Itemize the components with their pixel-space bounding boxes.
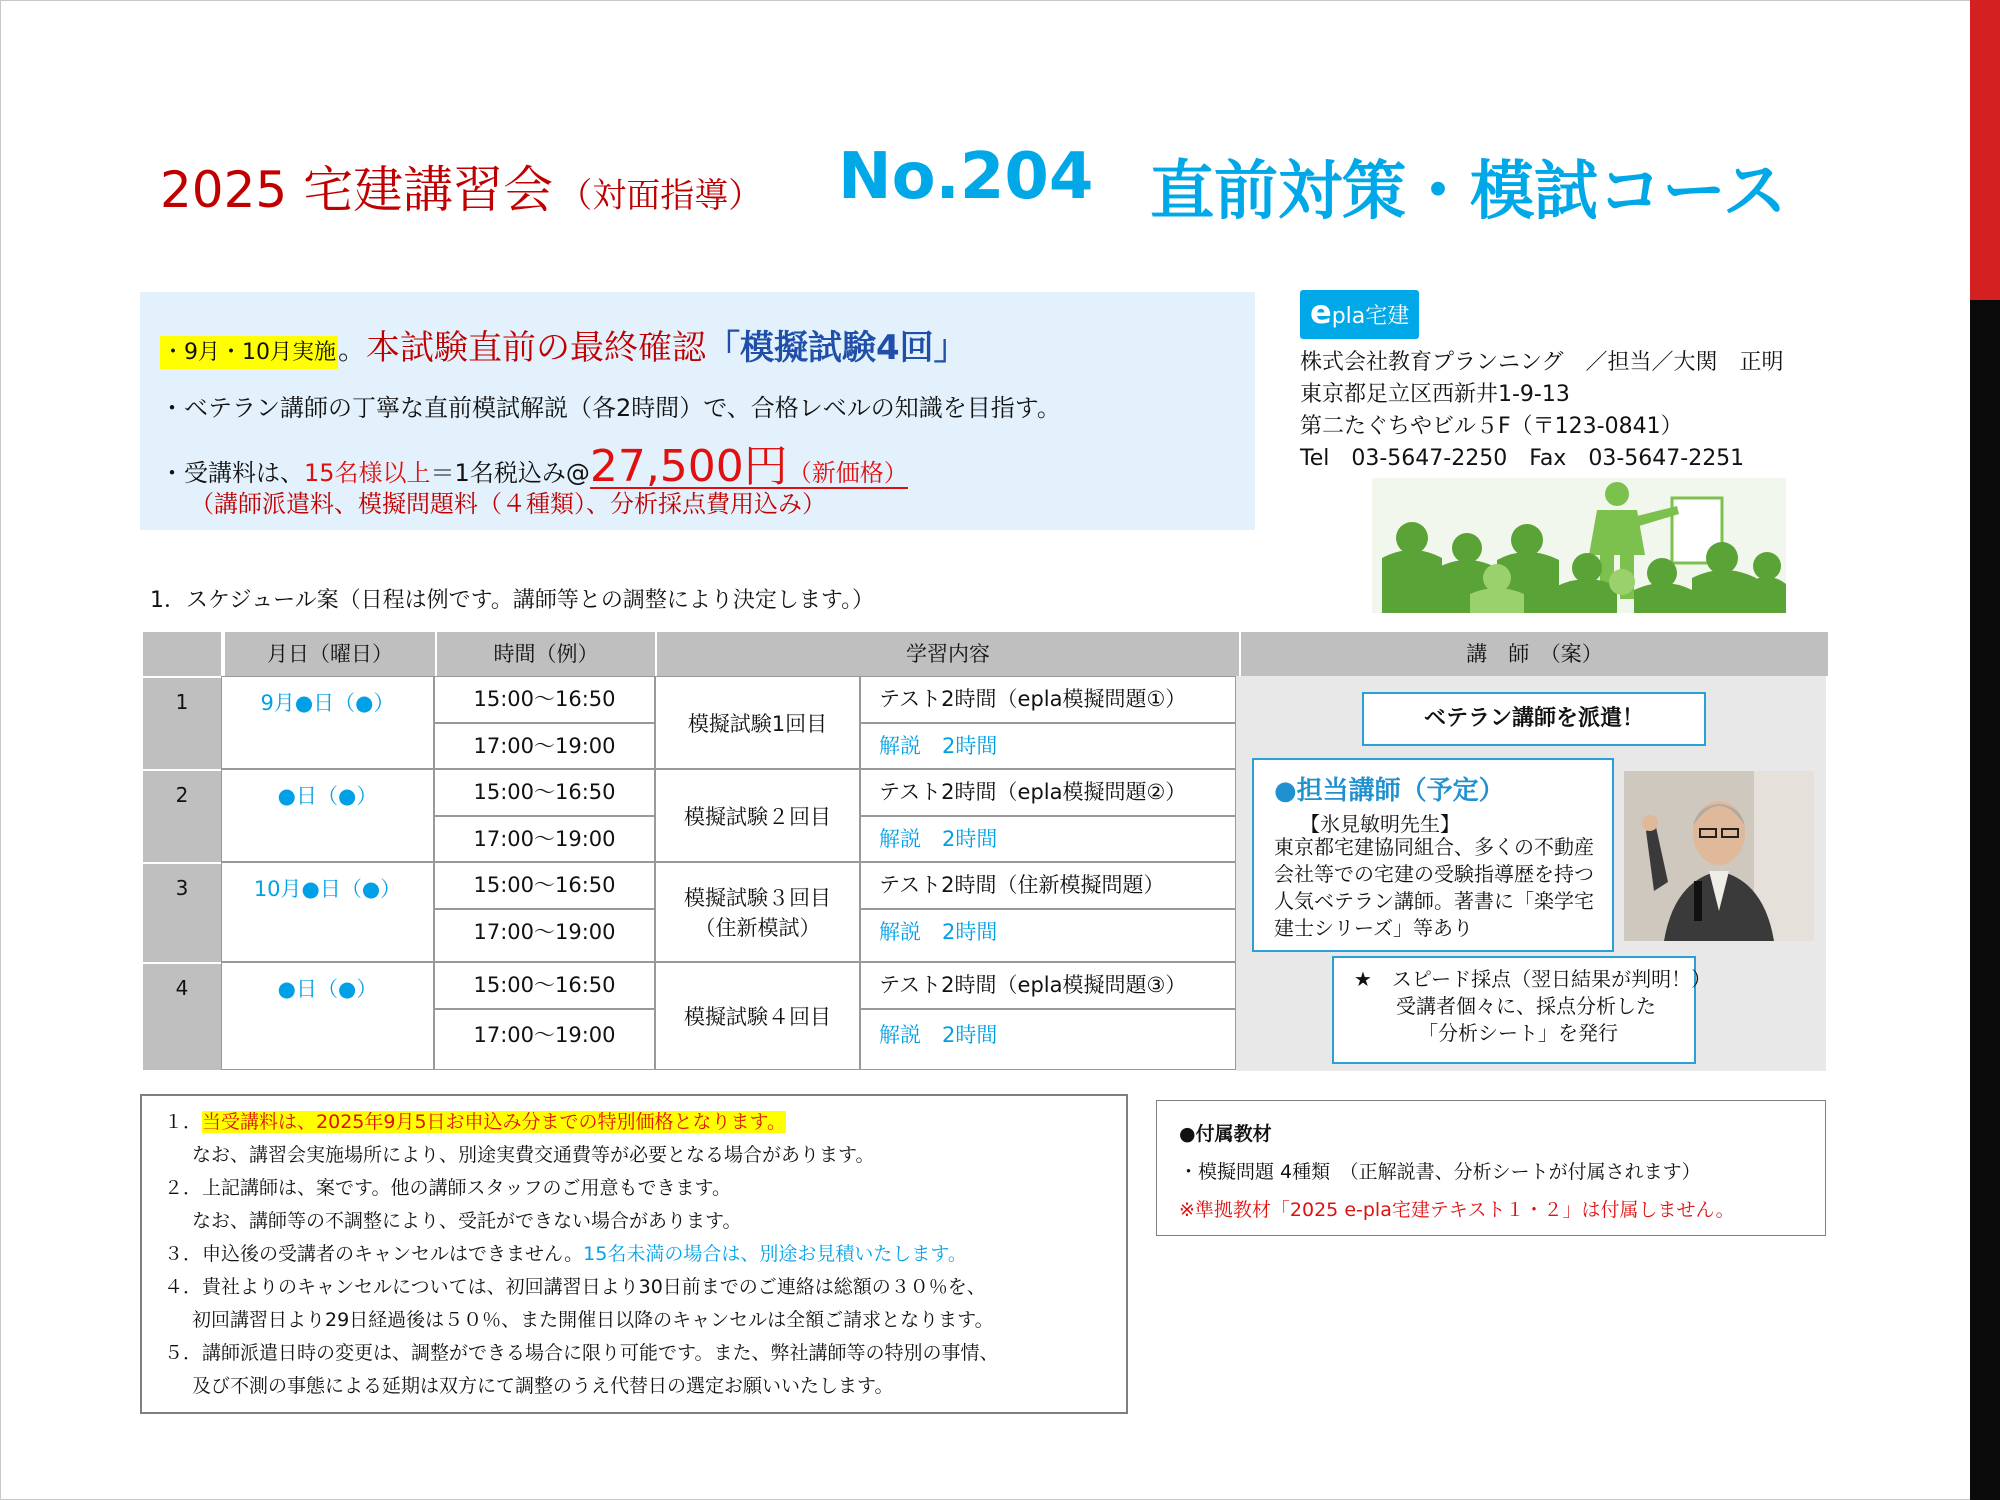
- note-5-sub: 及び不測の事態による延期は双方にて調整のうえ代替日の選定お願いいたします。: [192, 1375, 894, 1397]
- schedule-heading: 1．スケジュール案（日程は例です。講師等との調整により決定します。）: [150, 588, 875, 613]
- row-test: テスト2時間（epla模擬問題②）: [860, 769, 1236, 816]
- veteran-banner: ベテラン講師を派遣！: [1362, 692, 1706, 746]
- note-2: ２．上記講師は、案です。他の講師スタッフのご用意もできます。: [164, 1177, 731, 1199]
- row-content: 模擬試験２回目: [655, 769, 860, 862]
- row-number: 4: [143, 962, 221, 1070]
- row-test: テスト2時間（住新模擬問題）: [860, 862, 1236, 909]
- note-4: ４．貴社よりのキャンセルについては、初回講習日より30日前までのご連絡は総額の３０％を、: [164, 1276, 986, 1298]
- company-tel-fax: Tel 03-5647-2250 Fax 03-5647-2251: [1300, 446, 1745, 471]
- row-time-kaisetsu: 17:00～19:00: [434, 816, 655, 862]
- materials-note: ※準拠教材「2025 e-pla宅建テキスト１・２」は付属しません。: [1179, 1199, 1735, 1221]
- materials-heading: ●付属教材: [1179, 1123, 1272, 1145]
- note-4-sub: 初回講習日より29日経過後は５０％、また開催日以降のキャンセルは全額ご請求となります。: [192, 1309, 994, 1331]
- row-test: テスト2時間（epla模擬問題③）: [860, 962, 1236, 1009]
- speed-line2: 受講者個々に、採点分析した: [1396, 994, 1656, 1018]
- row-date: 10月●日（●）: [221, 862, 434, 962]
- company-name: 株式会社教育プランニング ／担当／大関 正明: [1300, 350, 1784, 375]
- row-content-line2: （住新模試）: [694, 916, 821, 940]
- note-2-sub: なお、講師等の不調整により、受託ができない場合があります。: [192, 1210, 742, 1232]
- materials-box: [1156, 1100, 1826, 1236]
- info-line2: ・ベテラン講師の丁寧な直前模試解説（各2時間）で、合格レベルの知識を目指す。: [160, 394, 1061, 422]
- header-date: 月日（曜日）: [223, 632, 435, 676]
- fee-mid: ＝1名税込み@: [430, 459, 590, 487]
- notes-box: [140, 1094, 1128, 1414]
- row-date: ●日（●）: [221, 962, 434, 1070]
- row-content: [655, 862, 860, 962]
- row-time-kaisetsu: 17:00～19:00: [434, 723, 655, 769]
- info-line1: [160, 320, 968, 369]
- speed-scoring-box: [1332, 956, 1712, 1064]
- materials-item: ・模擬問題 4種類 （正解説書、分析シートが付属されます）: [1179, 1161, 1701, 1183]
- row-date: ●日（●）: [221, 769, 434, 862]
- title-course-name: 直前対策・模試コース: [1150, 155, 1787, 229]
- fee-note: （新価格）: [787, 459, 908, 487]
- row-time-kaisetsu: 17:00～19:00: [434, 1009, 655, 1070]
- row-kaisetsu: 解説 2時間: [860, 816, 1236, 862]
- fee-includes: （講師派遣料、模擬問題料（４種類）、分析採点費用込み）: [190, 490, 826, 518]
- row-time-test: 15:00～16:50: [434, 962, 655, 1009]
- note-1: １．当受講料は、2025年9月5日お申込み分までの特別価格となります。: [164, 1111, 787, 1133]
- lecturer-panel: [1236, 676, 1826, 1071]
- speed-line3: 「分析シート」を発行: [1418, 1021, 1618, 1045]
- note-1-highlight: 当受講料は、2025年9月5日お申込み分までの特別価格となります。: [202, 1111, 787, 1133]
- title-mode: （対面指導）: [558, 176, 763, 216]
- company-info: [1300, 290, 1784, 475]
- title-course-no: No.204: [838, 140, 1094, 214]
- info-box: [140, 292, 1255, 530]
- fee-condition: 15名様以上: [304, 459, 431, 487]
- row-content-line1: 模擬試験３回目: [684, 886, 831, 910]
- row-date: 9月●日（●）: [221, 676, 434, 769]
- row-number: 1: [143, 676, 221, 769]
- row-number: 2: [143, 769, 221, 862]
- row-kaisetsu: 解説 2時間: [860, 723, 1236, 769]
- header-time: 時間（例）: [435, 632, 655, 676]
- note-3: ３．申込後の受講者のキャンセルはできません。15名未満の場合は、別途お見積いたします。: [164, 1243, 967, 1265]
- row-time-test: 15:00～16:50: [434, 676, 655, 723]
- row-content: 模擬試験1回目: [655, 676, 860, 769]
- row-number: 3: [143, 862, 221, 962]
- title-year-course: 2025 宅建講習会: [160, 161, 554, 219]
- row-test: テスト2時間（epla模擬問題①）: [860, 676, 1236, 723]
- page-title: [160, 140, 1787, 229]
- epla-logo: epla宅建: [1300, 290, 1419, 339]
- side-bar-black: [1970, 300, 2000, 1500]
- lecturer-name: 【氷見敏明先生】: [1300, 812, 1460, 836]
- lecturer-heading: ●担当講師（予定）: [1274, 776, 1505, 806]
- side-bar-red: [1970, 0, 2000, 300]
- note-3-highlight: 15名未満の場合は、別途お見積いたします。: [583, 1243, 967, 1265]
- company-address: 東京都足立区西新井1-9-13: [1300, 382, 1570, 407]
- header-lecturer: 講 師 （案）: [1239, 632, 1828, 676]
- fee-prefix: ・受講料は、: [160, 459, 304, 487]
- row-time-kaisetsu: 17:00～19:00: [434, 909, 655, 962]
- row-content: 模擬試験４回目: [655, 962, 860, 1070]
- speed-line1: ★ スピード採点（翌日結果が判明！）: [1354, 967, 1712, 991]
- company-building: 第二たぐちやビル５F（〒123-0841）: [1300, 414, 1683, 439]
- fee-price: 27,500円: [589, 441, 788, 492]
- row-time-test: 15:00～16:50: [434, 769, 655, 816]
- info-period: ・9月・10月実施: [160, 336, 338, 369]
- info-headline-blue: 「模擬試験4回」: [706, 328, 968, 368]
- seminar-illustration: [1372, 478, 1786, 613]
- lecturer-box: [1252, 758, 1614, 952]
- lecturer-description: 東京都宅建協同組合、多くの不動産会社等での宅建の受験指導歴を持つ人気ベテラン講師。著書に「楽学宅建士シリーズ」等あり: [1274, 835, 1594, 940]
- note-5: ５．講師派遣日時の変更は、調整ができる場合に限り可能です。また、弊社講師等の特別の事情、: [164, 1342, 999, 1364]
- info-period-dot: 。: [338, 333, 367, 366]
- info-headline-red: 本試験直前の最終確認: [366, 328, 707, 368]
- header-content: 学習内容: [655, 632, 1239, 676]
- row-kaisetsu: 解説 2時間: [860, 1009, 1236, 1070]
- row-kaisetsu: 解説 2時間: [860, 909, 1236, 962]
- note-1-sub: なお、講習会実施場所により、別途実費交通費等が必要となる場合があります。: [192, 1144, 875, 1166]
- row-time-test: 15:00～16:50: [434, 862, 655, 909]
- lecturer-photo: [1624, 771, 1814, 941]
- header-no: [143, 632, 221, 676]
